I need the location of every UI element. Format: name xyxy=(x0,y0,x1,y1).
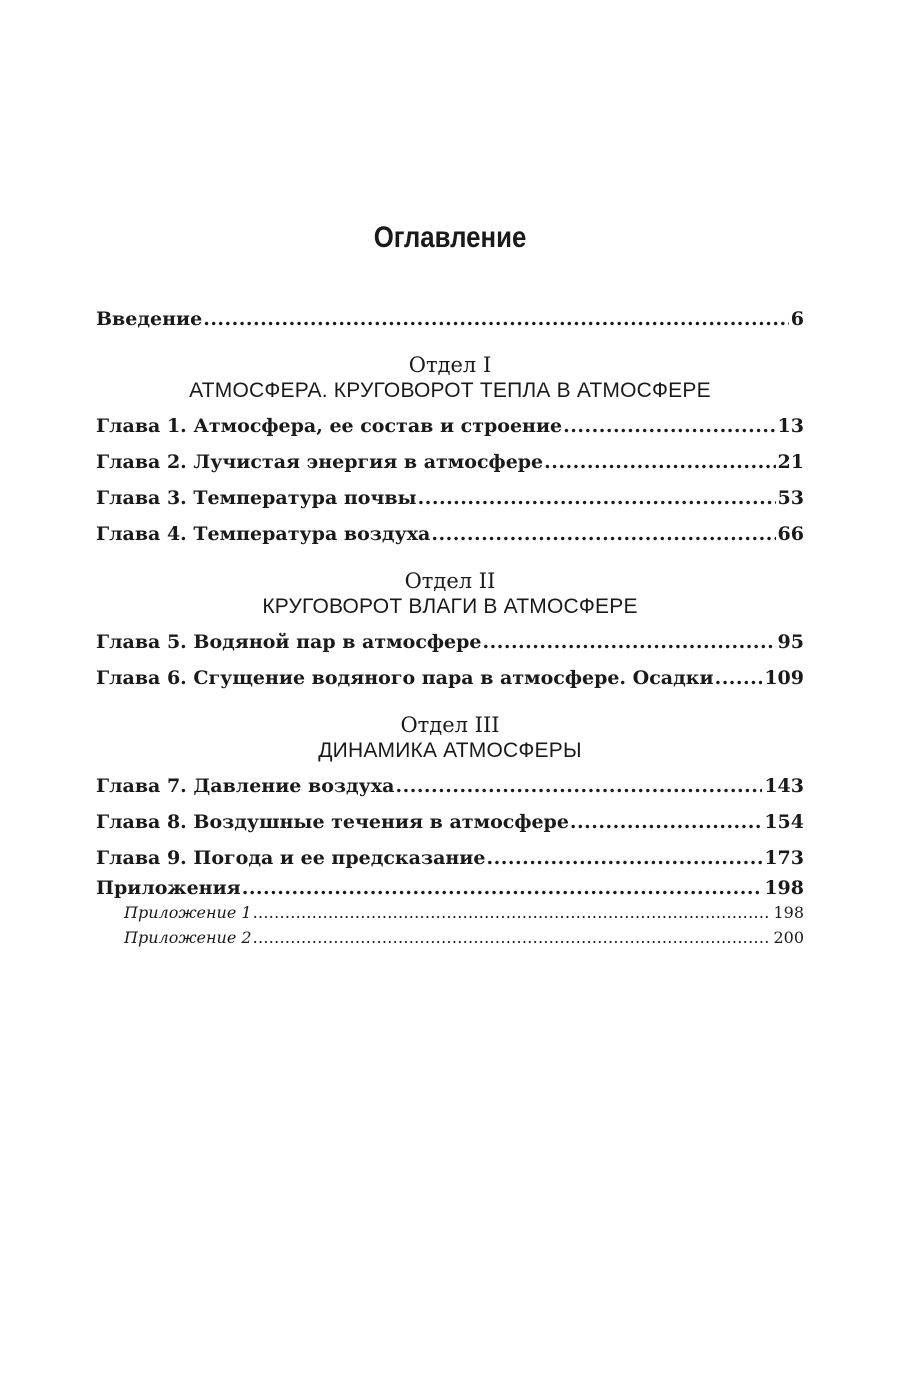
entry-page-number: 66 xyxy=(777,523,804,545)
entry-title: Приложения xyxy=(96,877,241,899)
entry-title: Глава 3. Температура почвы xyxy=(96,487,417,509)
dot-leader xyxy=(395,773,762,799)
dot-leader xyxy=(570,809,762,835)
section-heading-3 xyxy=(0,712,900,764)
dot-leader xyxy=(715,665,763,691)
entry-title: Глава 6. Сгущение водяного пара в атмосфере. Осадки xyxy=(96,667,714,689)
dot-leader xyxy=(431,521,775,547)
toc-entry-chapter-2[interactable] xyxy=(96,449,804,475)
toc-entry-chapter-8[interactable] xyxy=(96,809,804,835)
toc-entry-chapter-3[interactable] xyxy=(96,485,804,511)
entry-page-number: 200 xyxy=(773,928,804,947)
section-title: АТМОСФЕРА. КРУГОВОРОТ ТЕПЛА В АТМОСФЕРЕ xyxy=(189,379,711,402)
dot-leader xyxy=(482,629,775,655)
section-number: Отдел III xyxy=(400,713,500,737)
section-number: Отдел II xyxy=(404,569,496,593)
section-title: КРУГОВОРОТ ВЛАГИ В АТМОСФЕРЕ xyxy=(262,595,638,618)
toc-entry-intro[interactable] xyxy=(96,306,804,332)
section-heading-1 xyxy=(0,352,900,404)
toc-entry-appendices[interactable] xyxy=(96,875,804,901)
entry-title: Глава 1. Атмосфера, ее состав и строение xyxy=(96,415,563,437)
toc-entry-chapter-4[interactable] xyxy=(96,521,804,547)
dot-leader xyxy=(487,845,763,871)
dot-leader xyxy=(242,875,763,901)
entry-page-number: 173 xyxy=(764,847,804,869)
entry-page-number: 6 xyxy=(790,308,804,330)
toc-entry-appendix-1[interactable] xyxy=(124,902,804,924)
entry-page-number: 198 xyxy=(764,877,804,899)
entry-title: Глава 7. Давление воздуха xyxy=(96,775,395,797)
entry-page-number: 198 xyxy=(773,903,804,922)
dot-leader xyxy=(544,449,775,475)
toc-entry-chapter-1[interactable] xyxy=(96,413,804,439)
dot-leader xyxy=(253,902,772,924)
entry-title: Глава 2. Лучистая энергия в атмосфере xyxy=(96,451,544,473)
page-title: Оглавление xyxy=(373,221,527,254)
dot-leader xyxy=(563,413,775,439)
dot-leader xyxy=(418,485,776,511)
entry-page-number: 13 xyxy=(777,415,804,437)
dot-leader xyxy=(253,927,772,949)
toc-entry-chapter-5[interactable] xyxy=(96,629,804,655)
section-title: ДИНАМИКА АТМОСФЕРЫ xyxy=(318,739,582,762)
entry-page-number: 109 xyxy=(764,667,804,689)
entry-title: Глава 9. Погода и ее предсказание xyxy=(96,847,486,869)
toc-entry-chapter-9[interactable] xyxy=(96,845,804,871)
entry-title: Глава 4. Температура воздуха xyxy=(96,523,431,545)
toc-entry-appendix-2[interactable] xyxy=(124,927,804,949)
section-heading-2 xyxy=(0,568,900,620)
toc-entry-chapter-6[interactable] xyxy=(96,665,804,691)
entry-title: Приложение 2 xyxy=(124,928,252,947)
entry-page-number: 21 xyxy=(777,451,804,473)
entry-title: Глава 8. Воздушные течения в атмосфере xyxy=(96,811,569,833)
entry-title: Введение xyxy=(96,308,203,330)
entry-title: Приложение 1 xyxy=(124,903,252,922)
entry-page-number: 53 xyxy=(777,487,804,509)
entry-title: Глава 5. Водяной пар в атмосфере xyxy=(96,631,482,653)
toc-entry-chapter-7[interactable] xyxy=(96,773,804,799)
entry-page-number: 95 xyxy=(777,631,804,653)
entry-page-number: 154 xyxy=(764,811,804,833)
entry-page-number: 143 xyxy=(764,775,804,797)
dot-leader xyxy=(203,306,789,332)
section-number: Отдел I xyxy=(408,353,492,377)
